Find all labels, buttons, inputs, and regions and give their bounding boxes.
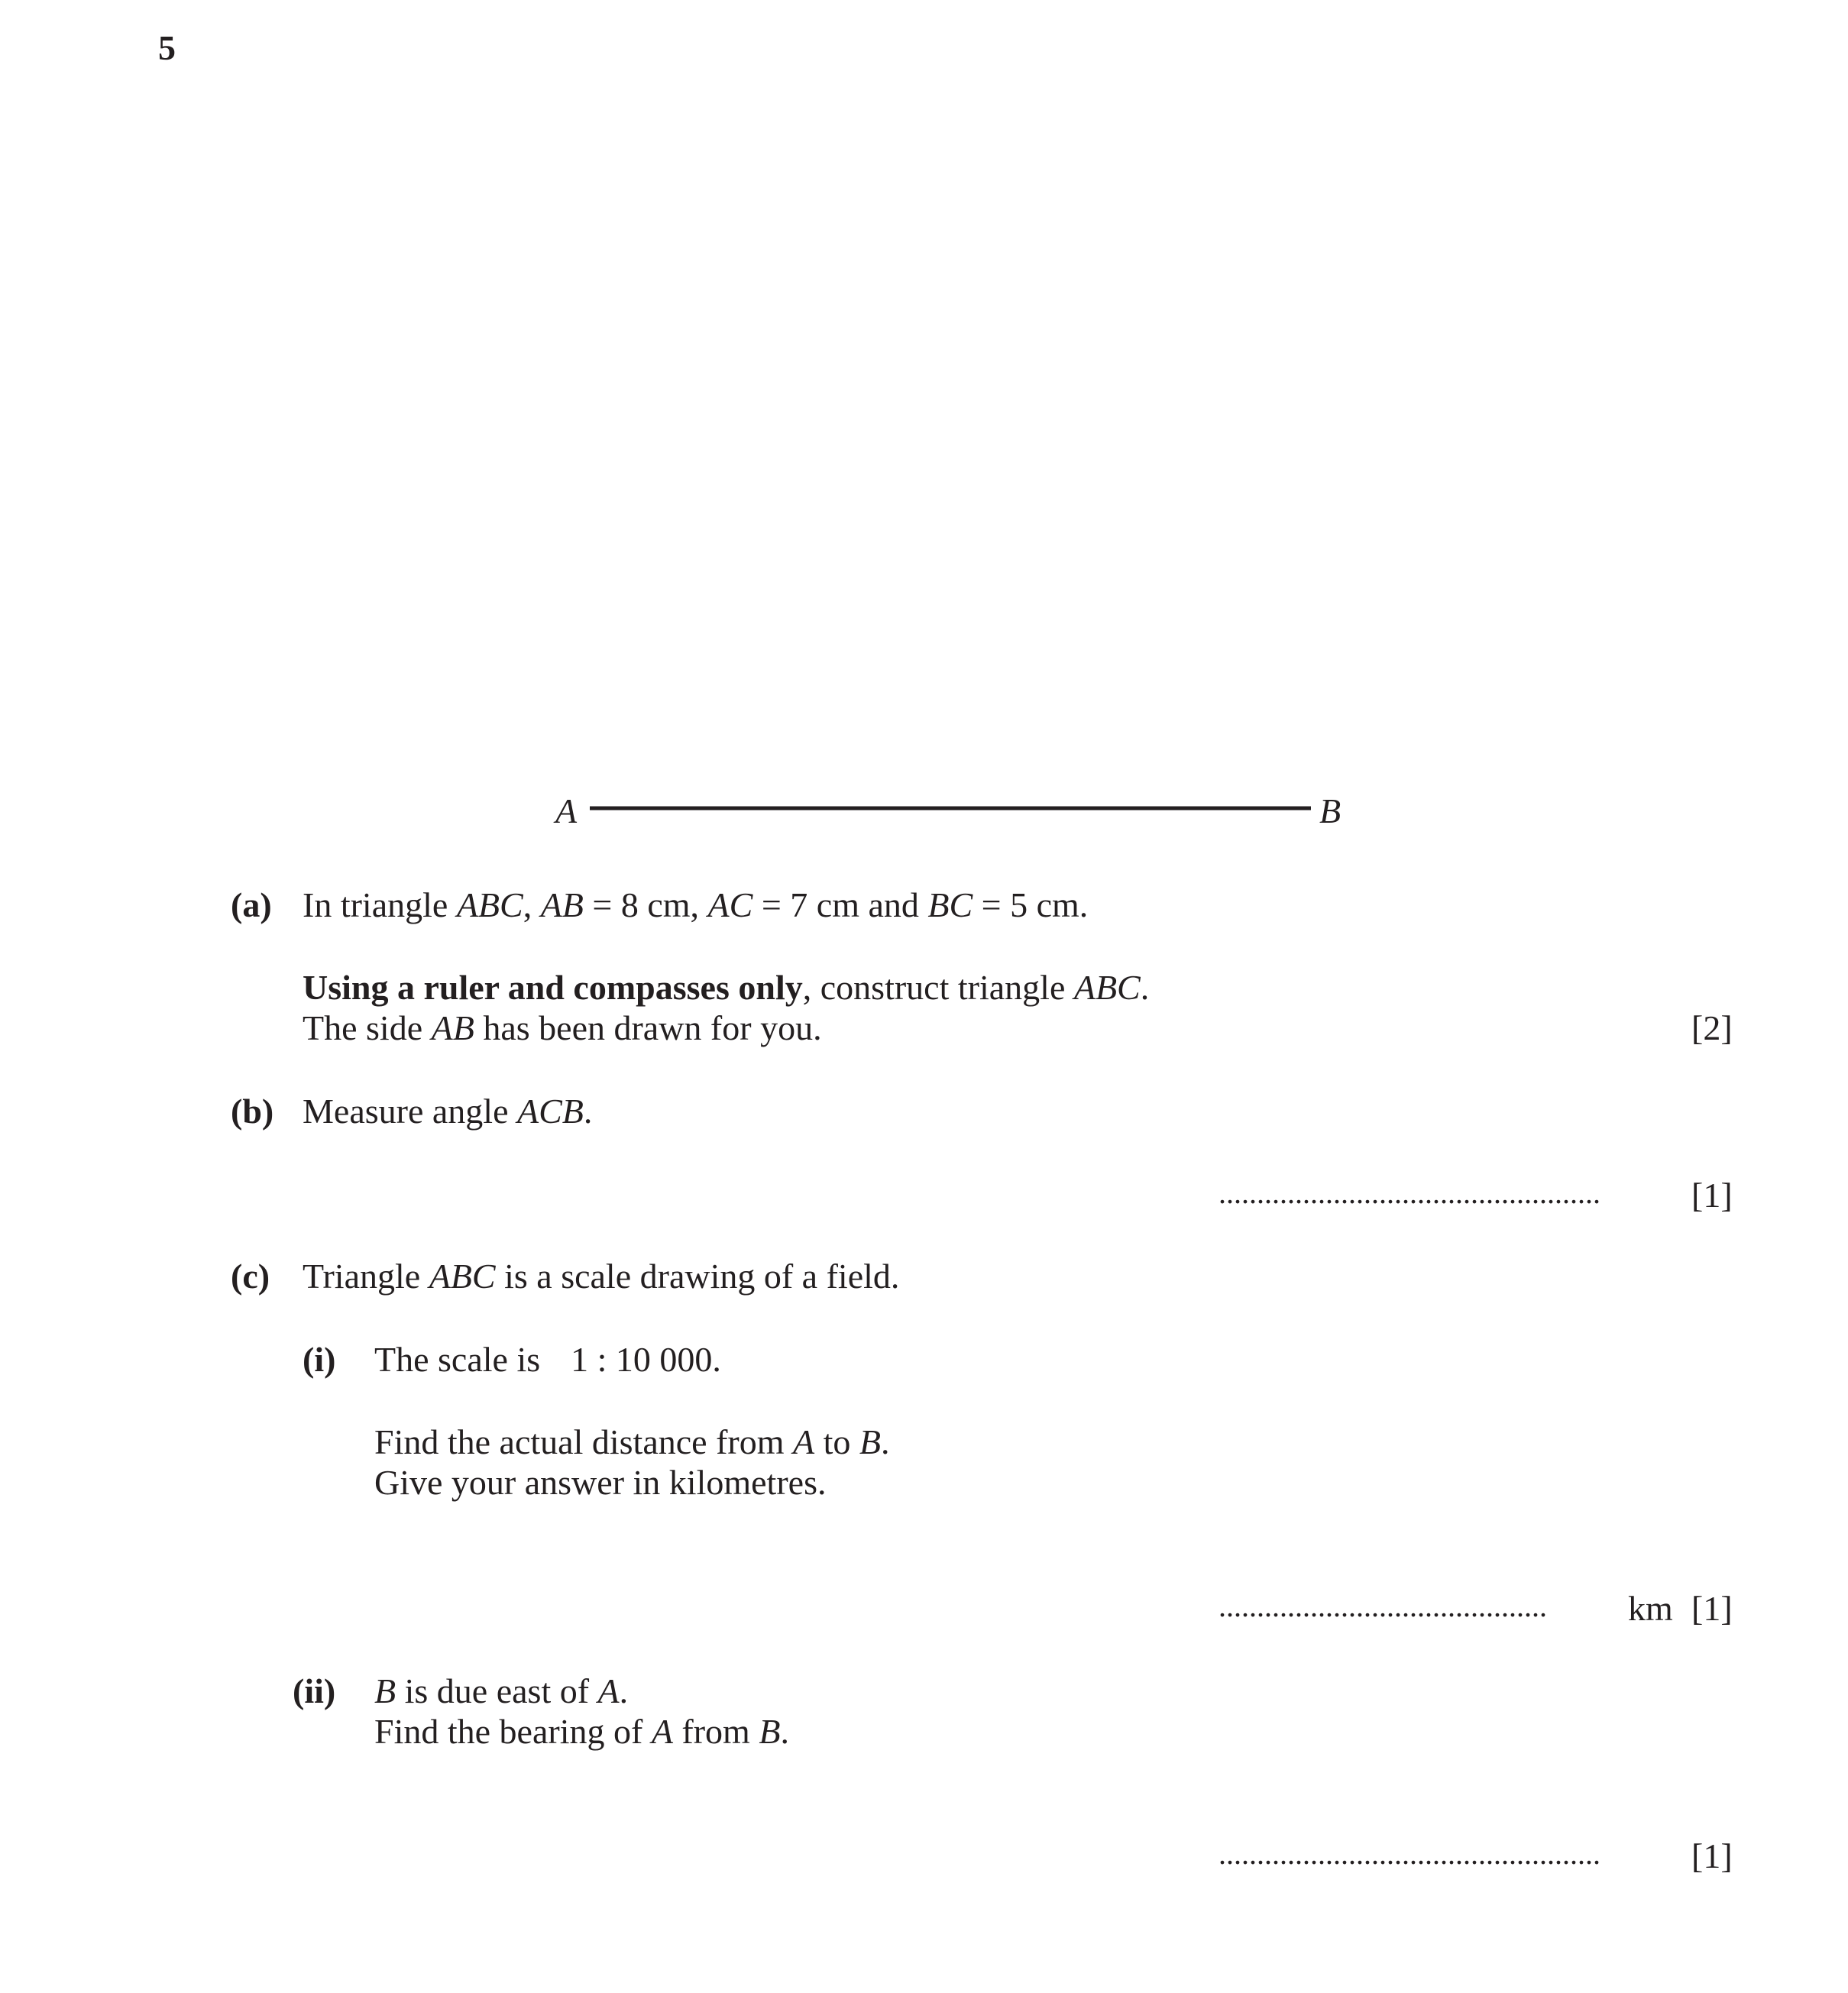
part-c-i-label: (i) <box>303 1340 336 1379</box>
part-a-note <box>303 1008 822 1047</box>
text: , construct triangle <box>802 968 1074 1007</box>
text: is a scale drawing of a field. <box>495 1257 900 1296</box>
text: Find the bearing of <box>374 1712 652 1751</box>
part-c-ii-question <box>374 1714 789 1749</box>
text: = 5 cm. <box>973 885 1089 924</box>
text: = 7 cm and <box>752 885 928 924</box>
math-b: B <box>374 1671 396 1710</box>
text: Find the actual distance from <box>374 1422 794 1461</box>
text: . <box>619 1671 629 1710</box>
part-a-instruction <box>303 970 1149 1005</box>
math-ac: AC <box>707 885 753 924</box>
part-a-statement <box>303 885 1089 924</box>
part-c-ii-answer-line[interactable]: .................................................. <box>1219 1836 1600 1871</box>
math-acb: ACB <box>517 1092 584 1131</box>
math-ab: AB <box>431 1008 474 1047</box>
text: . <box>780 1712 789 1751</box>
math-abc: ABC <box>456 885 523 924</box>
part-b-answer-line[interactable]: .................................................. <box>1219 1176 1600 1210</box>
text: . <box>1140 968 1150 1007</box>
point-a-label: A <box>555 791 578 830</box>
math-ab: AB <box>540 885 584 924</box>
text: Measure angle <box>303 1092 517 1131</box>
text: , <box>523 885 541 924</box>
math-abc: ABC <box>429 1257 496 1296</box>
text: . <box>881 1422 890 1461</box>
question-number: 5 <box>158 28 176 67</box>
part-c-i-scale <box>374 1342 721 1377</box>
part-c-ii-label: (ii) <box>293 1671 336 1710</box>
part-c-ii-marks: [1] <box>1691 1836 1733 1875</box>
part-c-i-answer-line[interactable]: ........................................... <box>1219 1589 1547 1623</box>
text: = 8 cm, <box>583 885 708 924</box>
part-c-i-marks: [1] <box>1691 1589 1733 1628</box>
part-c-i-unit: km <box>1628 1589 1673 1628</box>
text: is due east of <box>396 1671 598 1710</box>
instruction-emphasis: Using a ruler and compasses only <box>303 968 803 1007</box>
part-c-i-instruction: Give your answer in kilometres. <box>374 1463 827 1502</box>
math-a: A <box>793 1422 815 1461</box>
part-c-label: (c) <box>231 1257 270 1296</box>
part-a-label: (a) <box>231 885 272 924</box>
part-a-marks: [2] <box>1691 1008 1733 1047</box>
part-c-i-question <box>374 1422 890 1461</box>
text: In triangle <box>303 885 457 924</box>
text: The side <box>303 1008 432 1047</box>
math-abc: ABC <box>1073 968 1141 1007</box>
text: . <box>583 1092 593 1131</box>
part-c-ii-statement <box>374 1671 629 1710</box>
part-c-statement <box>303 1259 899 1294</box>
math-b: B <box>759 1712 781 1751</box>
text: from <box>672 1712 759 1751</box>
part-b-statement <box>303 1094 592 1129</box>
part-b-label: (b) <box>231 1092 274 1131</box>
math-bc: BC <box>927 885 973 924</box>
text: Triangle <box>303 1257 429 1296</box>
text: to <box>814 1422 859 1461</box>
scale-ratio: 1 : 10 000. <box>571 1340 721 1379</box>
math-a: A <box>651 1712 673 1751</box>
math-a: A <box>597 1671 620 1710</box>
point-b-label: B <box>1319 791 1341 830</box>
part-b-marks: [1] <box>1691 1176 1733 1215</box>
math-b: B <box>859 1422 882 1461</box>
text: The scale is <box>374 1340 541 1379</box>
text: has been drawn for you. <box>474 1008 822 1047</box>
